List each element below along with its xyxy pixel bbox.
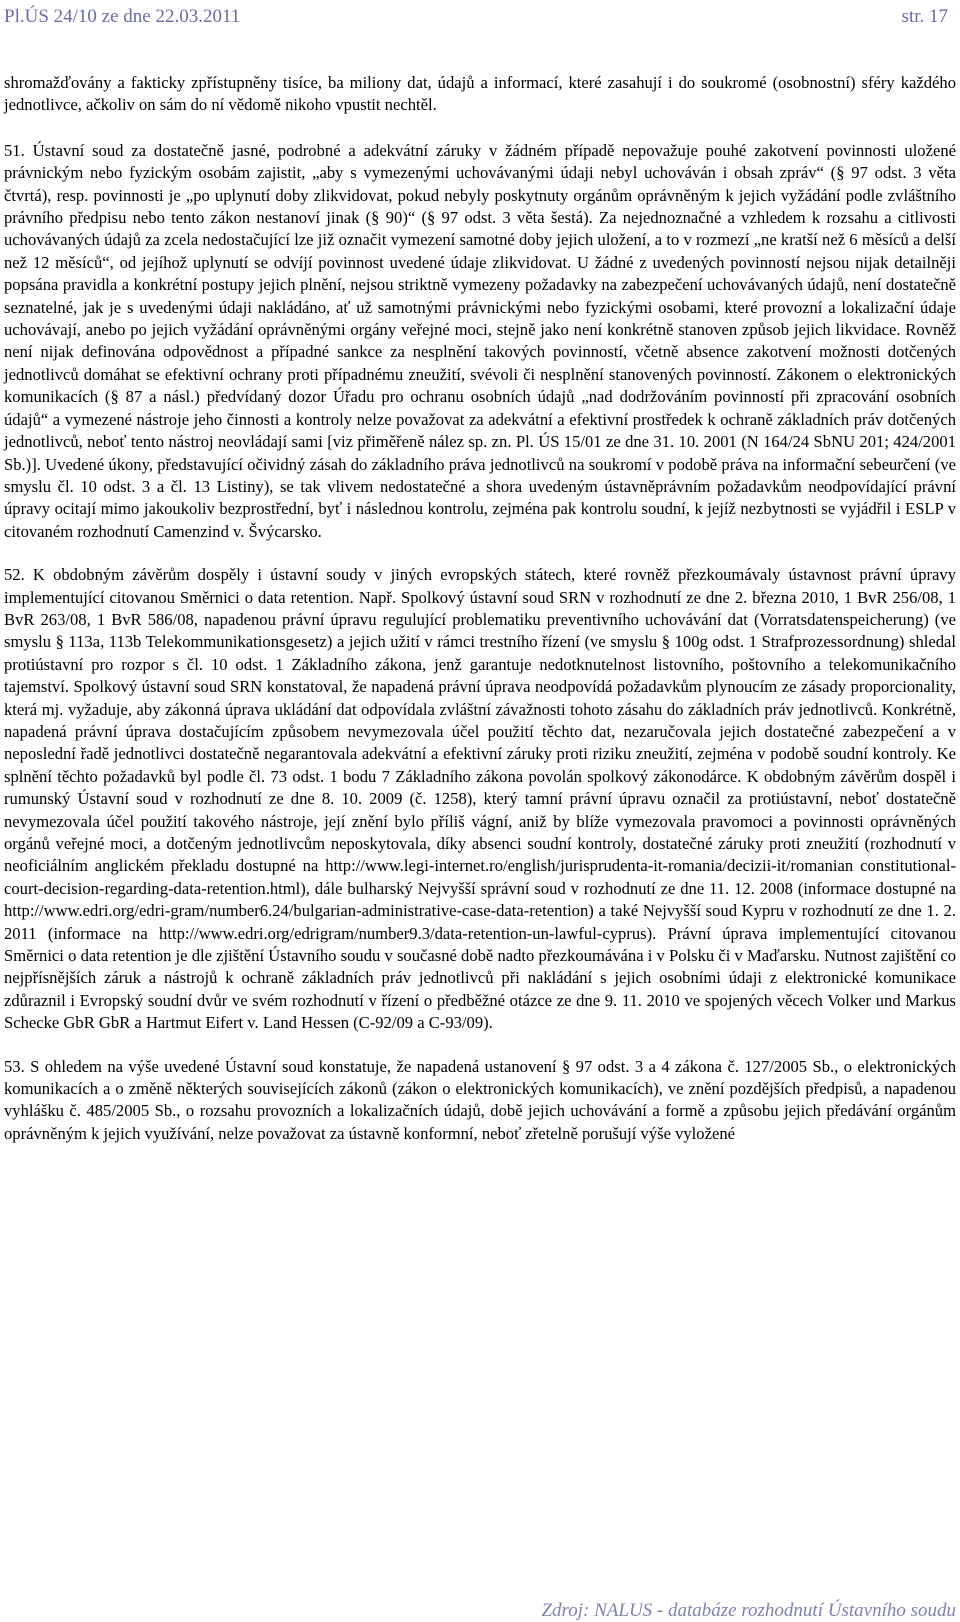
- document-reference: Pl.ÚS 24/10 ze dne 22.03.2011: [4, 6, 241, 27]
- page-footer-source: Zdroj: NALUS - databáze rozhodnutí Ústavního soudu: [541, 1600, 956, 1621]
- page-header: [4, 2, 948, 32]
- paragraph-53: 53. S ohledem na výše uvedené Ústavní soud konstatuje, že napadená ustanovení § 97 odst. 3 a 4 zákona č. 127/2005 Sb., o elektronických komunikacích a o změně některých souvisejících zákonů (zákon o elektronických komunikacích), ve znění pozdějších předpisů, a napadenou vyhlášku č. 485/2005 Sb., o rozsahu provozních a lokalizačních údajů, době jejich uchovávání a formě a způsobu jejich předávání orgánům oprávněným k jejich využívání, nelze považovat za ústavně konformní, neboť zřetelně porušují výše vyložené: [4, 1056, 956, 1143]
- page-number: str. 17: [901, 6, 948, 27]
- document-body: [4, 72, 956, 1166]
- paragraph-51: 51. Ústavní soud za dostatečně jasné, podrobné a adekvátní záruky v žádném případě nepovažuje pouhé zakotvení povinnosti uložené právnickým nebo fyzickým osobám zajistit, „aby s vymezenými uchovávanými údaji nebyl uchováván i obsah zpráv“ (§ 97 odst. 3 věta čtvrtá), resp. povinnosti je „po uplynutí doby zlikvidovat, pokud nebyly poskytnuty orgánům oprávněným k jejich vyžádání podle zvláštního právního předpisu nebo tento zákon nestanoví jinak (§ 90)“ (§ 97 odst. 3 věta šestá). Za nejednoznačné a vzhledem k rozsahu a citlivosti uchovávaných údajů za zcela nedostačující lze již označit vymezení samotné doby jejich uložení, a to v rozmezí „ne kratší než 6 měsíců a delší než 12 měsíců“, od jejíhož uplynutí se odvíjí povinnost uvedené údaje zlikvidovat. U žádné z uvedených povinností nejsou nijak detailněji popsána pravidla a konkrétní postupy jejich plnění, nejsou striktně vymezeny požadavky na zabezpečení uchovávaných údajů, není dostatečně seznatelné, jak je s uvedenými údaji nakládáno, ať už samotnými právnickými nebo fyzickými osobami, které provozní a lokalizační údaje uchovávají, anebo po jejich vyžádání oprávněnými orgány veřejné moci, stejně jako není konkrétně stanoven způsob jejich likvidace. Rovněž není nijak definována odpovědnost a případné sankce za nesplnění takových povinností, včetně absence zakotvení možnosti dotčených jednotlivců domáhat se efektivní ochrany proti případnému zneužití, svévoli či nesplnění stanovených povinností. Zákonem o elektronických komunikacích (§ 87 a násl.) předvídaný dozor Úřadu pro ochranu osobních údajů „nad dodržováním povinností při zpracování osobních údajů“ a vymezené nástroje jeho činnosti a kontroly nelze považovat za adekvátní a efektivní prostředek k ochraně základních práv dotčených jednotlivců, neboť tento nástroj neovládají sami [viz přiměřeně nález sp. zn. Pl. ÚS 15/01 ze dne 31. 10. 2001 (N 164/24 SbNU 201; 424/2001 Sb.)]. Uvedené úkony, představující očividný zásah do základního práva jednotlivců na soukromí v podobě práva na informační sebeurčení (ve smyslu čl. 10 odst. 3 a čl. 13 Listiny), se tak vlivem nedostatečné a shora uvedeným ústavněprávním požadavkům neodpovídající právní úpravy ocitají mimo jakoukoliv bezprostřední, byť i následnou kontrolu, zejména pak kontrolu soudní, k jejíž nezbytnosti se vyjádřil i ESLP v citovaném rozhodnutí Camenzind v. Švýcarsko.: [4, 140, 956, 541]
- paragraph-52: 52. K obdobným závěrům dospěly i ústavní soudy v jiných evropských státech, které rovněž přezkoumávaly ústavnost právní úpravy implementující citovanou Směrnici o data retention. Např. Spolkový ústavní soud SRN v rozhodnutí ze dne 2. března 2010, 1 BvR 256/08, 1 BvR 263/08, 1 BvR 586/08, napadenou právní úpravu regulující problematiku preventivního uchovávání dat (Vorratsdatenspeicherung) (ve smyslu § 113a, 113b Telekommunikationsgesetz) a jejich užití v rámci trestního řízení (ve smyslu § 100g odst. 1 Strafprozessordnung) shledal protiústavní pro rozpor s čl. 10 odst. 1 Základního zákona, jenž garantuje nedotknutelnost listovního, poštovního a telekomunikačního tajemství. Spolkový ústavní soud SRN konstatoval, že napadená právní úprava neodpovídá požadavkům plynoucím ze zásady proporcionality, která mj. vyžaduje, aby zákonná úprava ukládání dat odpovídala zvláštní závažnosti tohoto zásahu do základních práv jednotlivců. Konkrétně, napadená právní úprava dostačujícím způsobem nevymezovala účel použití těchto dat, nezaručovala jejich dostatečné zabezpečení a v neposlední řadě jednotlivci dostatečně negarantovala adekvátní a efektivní záruky proti riziku zneužití, zejména v podobě soudní kontroly. Ke splnění těchto požadavků byl podle čl. 73 odst. 1 bodu 7 Základního zákona povolán spolkový zákonodárce. K obdobným závěrům dospěl i rumunský Ústavní soud v rozhodnutí ze dne 8. 10. 2009 (č. 1258), který tamní právní úpravu označil za protiústavní, neboť dostatečně nevymezovala účel použití takového nástroje, její znění bylo příliš vágní, aniž by blíže vymezovala pravomoci a povinnosti oprávněných orgánů veřejné moci, a dotčeným jednotlivcům neposkytovala, díky absenci soudní kontroly, dostatečné záruky proti zneužití (rozhodnutí v neoficiálním anglickém překladu dostupné na http://www.legi-internet.ro/english/jurisprudenta-it-romania/decizii-it/romanian constitutional-court-decision-regarding-data-retention.html), dále bulharský Nejvyšší správní soud v rozhodnutí ze dne 11. 12. 2008 (informace dostupné na http://www.edri.org/edri-gram/number6.24/bulgarian-administrative-case-data-retention) a také Nejvyšší soud Kypru v rozhodnutí ze dne 1. 2. 2011 (informace na http://www.edri.org/edrigram/number9.3/data-retention-un-lawful-cyprus). Právní úprava implementující citovanou Směrnici o data retention je dle zjištění Ústavního soudu v současné době nadto přezkoumávána i v Polsku či v Maďarsku. Nutnost zajištění co nejpřísnějších záruk a nástrojů k ochraně základních práv jednotlivců při nakládání s jejich osobními údaji z elektronické komunikace zdůraznil i Evropský soudní dvůr ve svém rozhodnutí v řízení o předběžné otázce ze dne 9. 11. 2010 ve spojených věcech Volker und Markus Schecke GbR GbR a Hartmut Eifert v. Land Hessen (C-92/09 a C-93/09).: [4, 565, 956, 1033]
- paragraph-continuation: shromažďovány a fakticky zpřístupněny tisíce, ba miliony dat, údajů a informací, které zasahují i do soukromé (osobnostní) sféry každého jednotlivce, ačkoliv on sám do ní vědomě nikoho vpustit nechtěl.: [4, 73, 956, 115]
